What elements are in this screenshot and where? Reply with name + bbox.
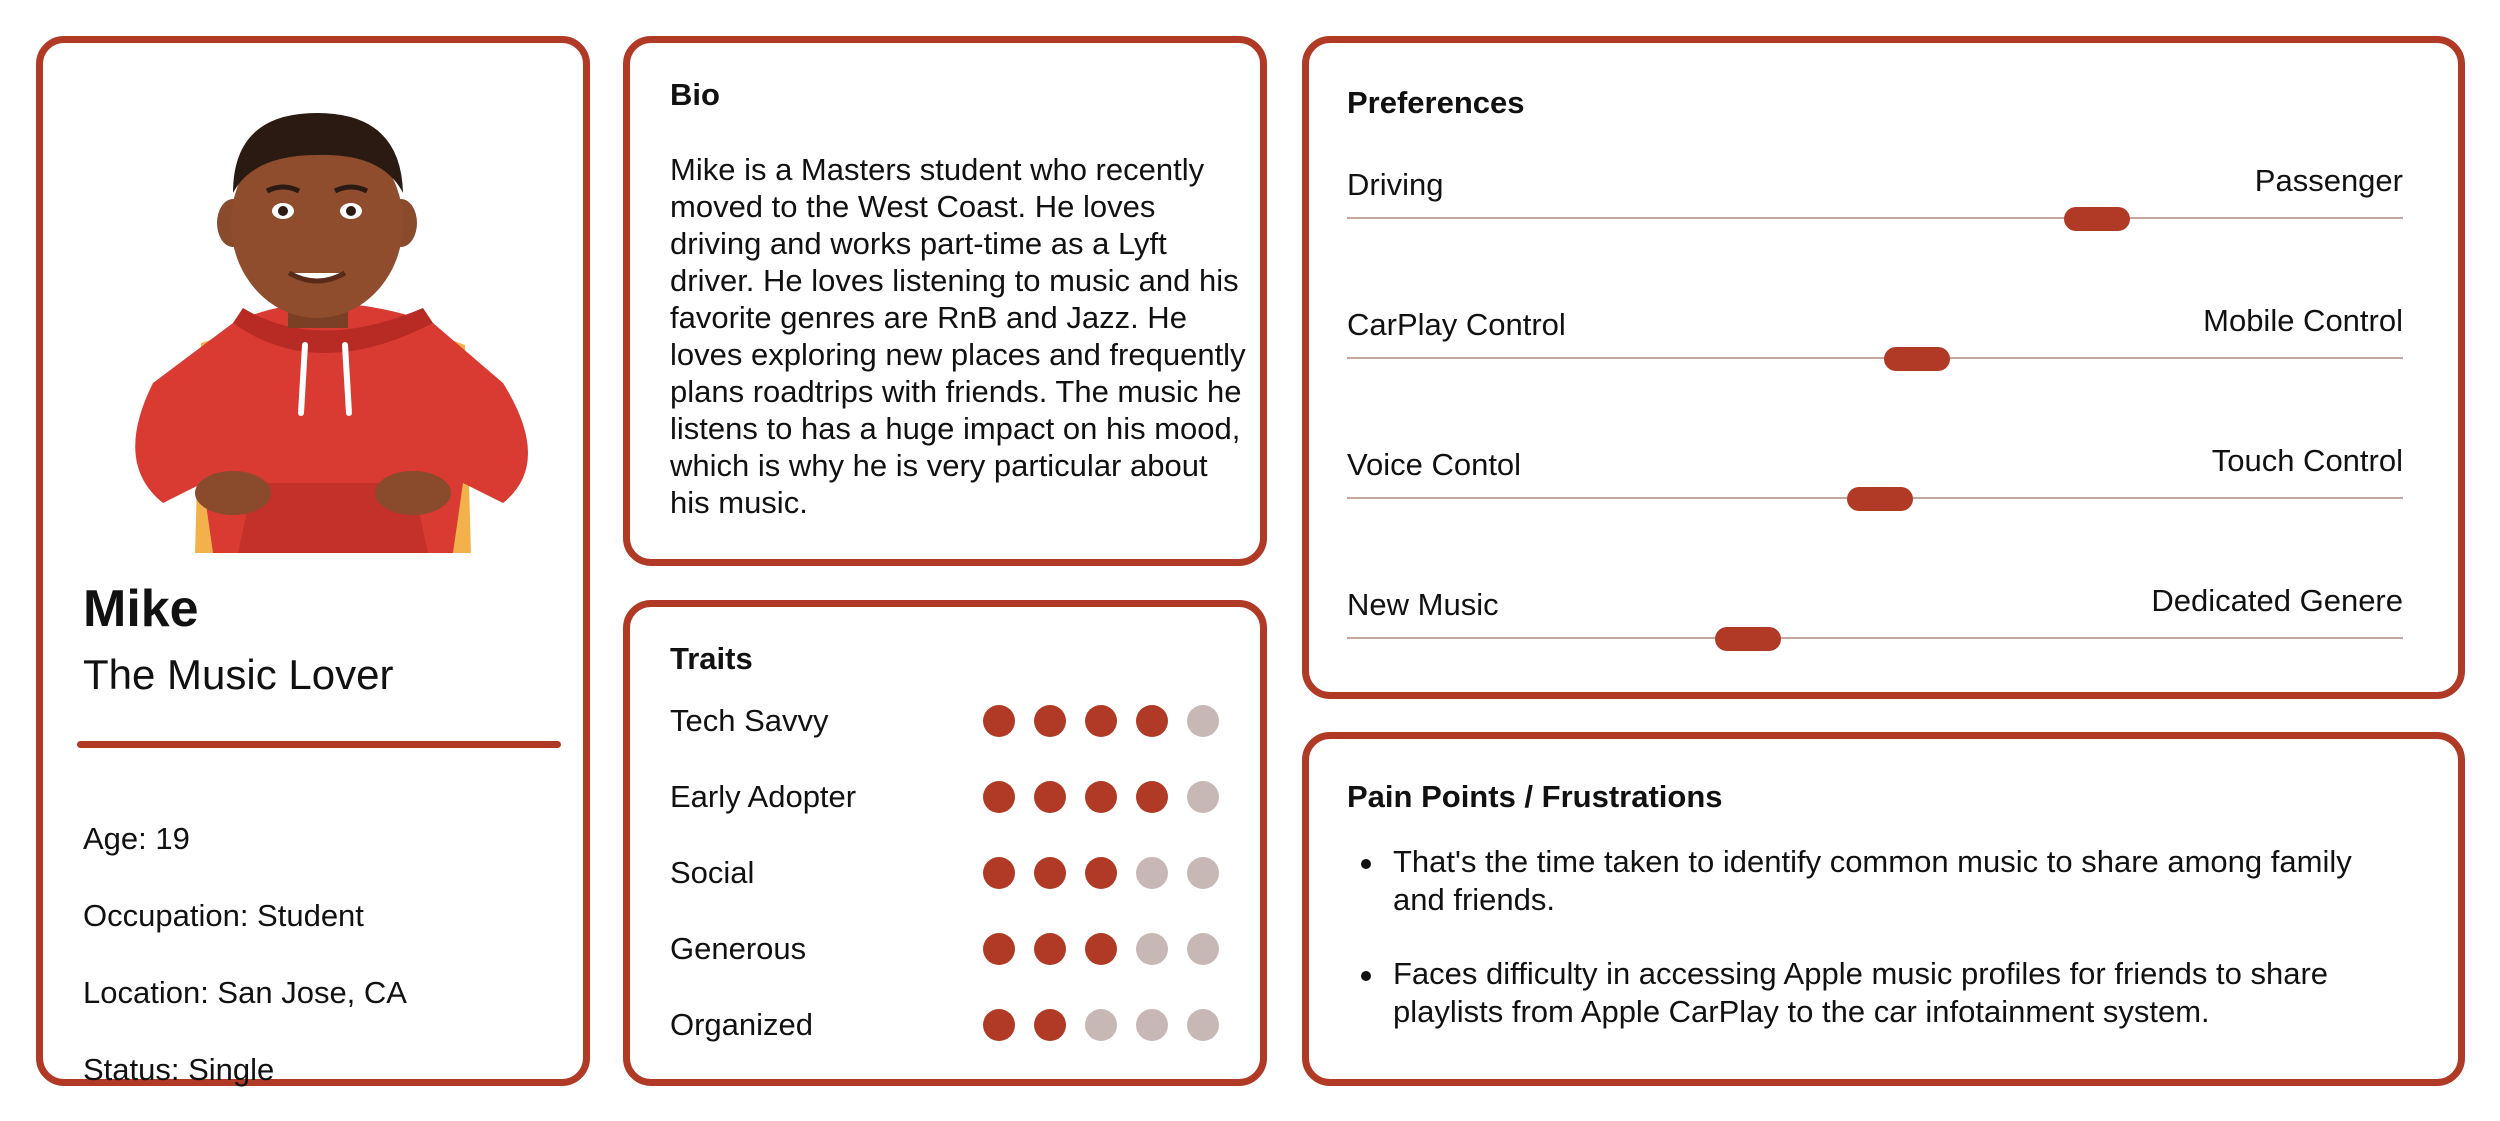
preference-slider	[1347, 163, 2403, 257]
slider-track	[1347, 357, 2403, 359]
preferences-title: Preferences	[1347, 85, 1525, 120]
pain-point-item	[1349, 955, 2409, 1031]
rating-dot-empty	[1187, 857, 1219, 889]
preferences-card	[1302, 36, 2465, 699]
rating-dot-filled	[983, 705, 1015, 737]
status-text: Status: Single	[83, 1052, 275, 1087]
slider-knob	[2064, 207, 2130, 231]
preference-slider	[1347, 583, 2403, 677]
bio-title: Bio	[670, 77, 720, 112]
slider-knob	[1884, 347, 1950, 371]
pain-points-list	[1349, 843, 2409, 1067]
rating-dot-filled	[1034, 857, 1066, 889]
rating-dot-filled	[1034, 1009, 1066, 1041]
preference-right-label: Mobile Control	[2203, 303, 2403, 338]
rating-dot-empty	[1187, 705, 1219, 737]
trait-row	[670, 701, 1230, 741]
rating-dot-filled	[1034, 781, 1066, 813]
trait-label: Tech Savvy	[670, 703, 829, 738]
preference-right-label: Passenger	[2254, 163, 2403, 198]
trait-row	[670, 929, 1230, 969]
rating-dot-filled	[1034, 705, 1066, 737]
occupation-text: Occupation: Student	[83, 898, 364, 933]
preference-left-label: CarPlay Control	[1347, 307, 1566, 342]
traits-title: Traits	[670, 641, 753, 676]
preference-right-label: Touch Control	[2211, 443, 2403, 478]
rating-dot-empty	[1187, 1009, 1219, 1041]
persona-name: Mike	[83, 580, 199, 638]
pain-point-text: Faces difficulty in accessing Apple music profiles for friends to share playlists from Apple CarPlay to the car infotainment system.	[1393, 956, 2329, 1029]
rating-dot-filled	[1136, 705, 1168, 737]
bullet-icon	[1361, 971, 1371, 981]
rating-dot-filled	[1085, 781, 1117, 813]
age-text: Age: 19	[83, 821, 190, 856]
rating-dot-filled	[1034, 933, 1066, 965]
slider-knob	[1847, 487, 1913, 511]
rating-dot-empty	[1187, 781, 1219, 813]
traits-card	[623, 600, 1267, 1086]
rating-dot-empty	[1085, 1009, 1117, 1041]
rating-dot-filled	[983, 1009, 1015, 1041]
trait-label: Organized	[670, 1007, 814, 1042]
bullet-icon	[1361, 859, 1371, 869]
location-text: Location: San Jose, CA	[83, 975, 407, 1010]
rating-dot-filled	[1085, 857, 1117, 889]
pain-point-item	[1349, 843, 2409, 919]
rating-dot-empty	[1136, 857, 1168, 889]
avatar	[83, 83, 551, 553]
preference-slider	[1347, 303, 2403, 397]
rating-dot-filled	[983, 781, 1015, 813]
pain-points-card	[1302, 732, 2465, 1086]
rating-dot-empty	[1136, 1009, 1168, 1041]
slider-track	[1347, 637, 2403, 639]
persona-role: The Music Lover	[83, 651, 394, 698]
rating-dot-empty	[1136, 933, 1168, 965]
rating-dot-empty	[1187, 933, 1219, 965]
bio-text: Mike is a Masters student who recently moved to the West Coast. He loves driving and works part-time as a Lyft driver. He loves listening to music and his favorite genres are RnB and Jazz. He loves exploring new places and frequently plans roadtrips with friends. The music he listens to has a huge impact on his mood, which is why he is very particular about his music.	[670, 152, 1246, 520]
trait-label: Social	[670, 855, 755, 890]
preference-left-label: New Music	[1347, 587, 1499, 622]
pain-point-text: That's the time taken to identify common music to share among family and friends.	[1393, 844, 2352, 917]
trait-row	[670, 853, 1230, 893]
rating-dot-filled	[983, 857, 1015, 889]
rating-dot-filled	[1085, 705, 1117, 737]
preference-slider	[1347, 443, 2403, 537]
trait-label: Generous	[670, 931, 807, 966]
slider-track	[1347, 217, 2403, 219]
rating-dot-filled	[1085, 933, 1117, 965]
trait-row	[670, 1005, 1230, 1045]
divider	[77, 741, 561, 748]
slider-knob	[1715, 627, 1781, 651]
preference-left-label: Driving	[1347, 167, 1444, 202]
rating-dot-filled	[1136, 781, 1168, 813]
profile-card	[36, 36, 590, 1086]
preference-right-label: Dedicated Genere	[2151, 583, 2403, 618]
trait-label: Early Adopter	[670, 779, 857, 814]
bio-card	[623, 36, 1267, 566]
preference-left-label: Voice Contol	[1347, 447, 1522, 482]
rating-dot-filled	[983, 933, 1015, 965]
trait-row	[670, 777, 1230, 817]
pain-points-title: Pain Points / Frustrations	[1347, 779, 1723, 814]
